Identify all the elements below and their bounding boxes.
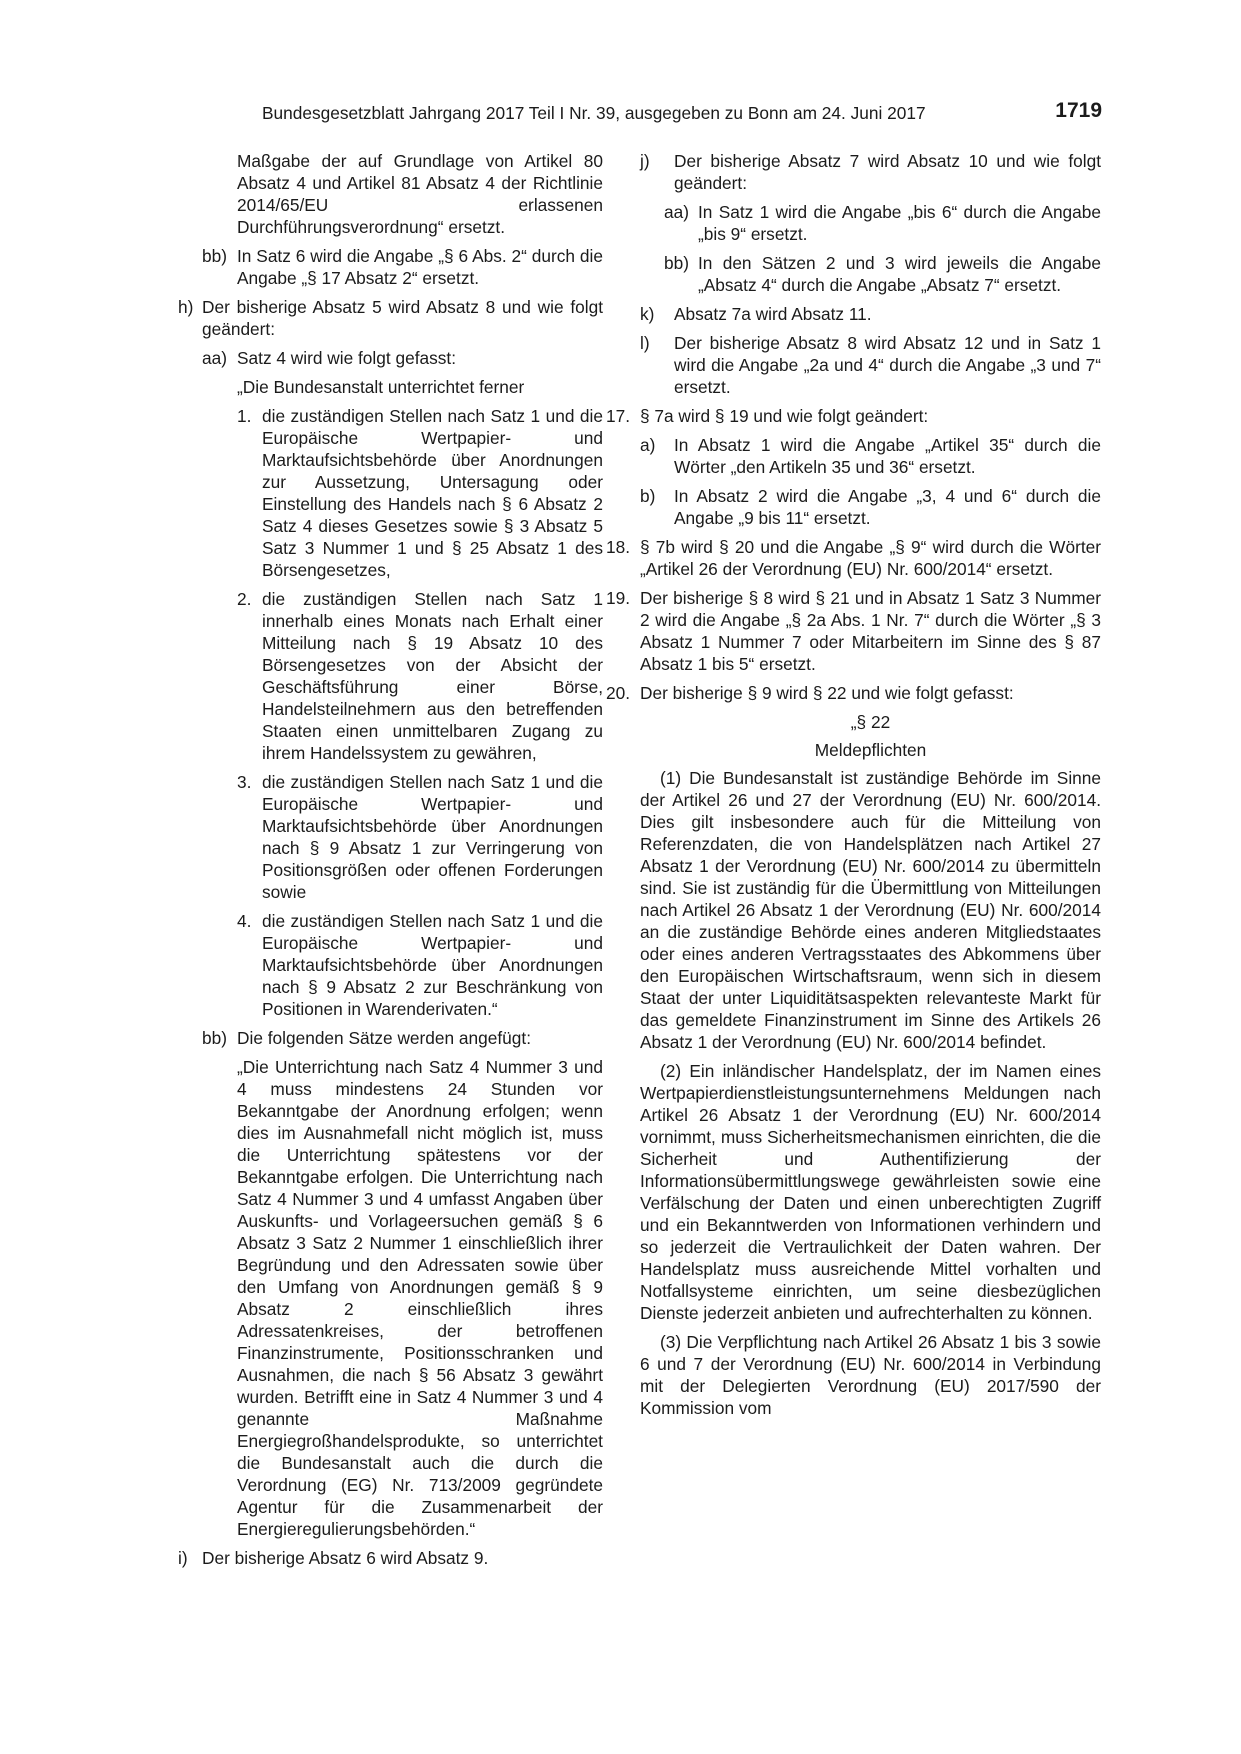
item-text: die zuständigen Stellen nach Satz 1 und die Europäische Wertpapier- und Marktaufsichtsbehörde über Anordnungen nach § 9 Absatz 2 zur Beschränkung von Positionen in Warenderivaten.“ <box>262 911 603 1019</box>
item-label: 18. <box>606 537 631 557</box>
paragraph-2: (2) Ein inländischer Handelsplatz, der im Namen eines Wertpapierdienstleistungsunternehmens Meldungen nach Artikel 26 Absatz 1 der Verordnung (EU) Nr. 600/2014 vornimmt, muss Sicherheitsmechanismen einrichten, die die Sicherheit und Authentifizierung der Informationsübermittlungswege gewährleisten sowie eine Verfälschung der Daten und einen unberechtigten Zugriff und ein Bekanntwerden von Informationen verhindern und so jederzeit die Vertraulichkeit der Daten wahren. Der Handelsplatz muss ausreichende Mittel vorhalten und Notfallsysteme einrichten, um seine diesbezüglichen Dienste jederzeit anbieten und aufrechterhalten zu können. <box>640 1061 1101 1323</box>
item-label: a) <box>640 435 656 455</box>
numbered-item-17 <box>606 405 1101 427</box>
item-text: Der bisherige Absatz 8 wird Absatz 12 und in Satz 1 wird die Angabe „2a und 4“ durch die Angabe „3 und 7“ ersetzt. <box>674 333 1101 397</box>
item-label: k) <box>640 304 655 324</box>
running-title: Bundesgesetzblatt Jahrgang 2017 Teil I Nr. 39, ausgegeben zu Bonn am 24. Juni 2017 <box>262 103 926 123</box>
item-label: i) <box>178 1548 188 1568</box>
item-text: In den Sätzen 2 und 3 wird jeweils die Angabe „Absatz 4“ durch die Angabe „Absatz 7“ ersetzt. <box>698 253 1101 295</box>
item-text: In Absatz 2 wird die Angabe „3, 4 und 6“ durch die Angabe „9 bis 11“ ersetzt. <box>674 486 1101 528</box>
item-text: Absatz 7a wird Absatz 11. <box>674 304 872 324</box>
list-item-aa <box>178 347 603 369</box>
numbered-item-4 <box>178 910 603 1020</box>
item-label: l) <box>640 333 650 353</box>
item-label: 4. <box>237 911 252 931</box>
continuation-text: Maßgabe der auf Grundlage von Artikel 80 Absatz 4 und Artikel 81 Absatz 4 der Richtlinie 2014/65/EU erlassenen Durchführungsverordnung“ ersetzt. <box>237 151 603 237</box>
list-item-i <box>178 1547 603 1569</box>
item-label: 1. <box>237 406 252 426</box>
section-number: „§ 22 <box>850 712 891 732</box>
list-item-j <box>640 150 1101 194</box>
item-label: 20. <box>606 683 631 703</box>
numbered-item-1 <box>178 405 603 581</box>
appended-sentences-quote: „Die Unterrichtung nach Satz 4 Nummer 3 und 4 muss mindestens 24 Stunden vor Bekanntgabe der Anordnung erfolgen; wenn dies im Ausnahmefall nicht möglich ist, muss die Unterrichtung spätestens vor der Bekanntgabe erfolgen. Die Unterrichtung nach Satz 4 Nummer 3 und 4 umfasst Angaben über Auskunfts- und Vorlageersuchen gemäß § 6 Absatz 3 Satz 2 Nummer 1 einschließlich ihrer Begründung und den Adressaten sowie über den Umfang von Anordnungen gemäß § 9 Absatz 2 einschließlich ihres Adressatenkreises, der betroffenen Finanzinstrumente, Positionsschranken und Ausnahmen, die nach § 56 Absatz 3 gewährt wurden. Betrifft eine in Satz 4 Nummer 3 und 4 genannte Maßnahme Energiegroßhandelsprodukte, so unterrichtet die Bundesanstalt auch die durch die Verordnung (EG) Nr. 713/2009 gegründete Agentur für die Zusammenarbeit der Energieregulierungsbehörden.“ <box>237 1057 603 1539</box>
list-item-17b <box>640 485 1101 529</box>
list-item-bb <box>178 245 603 289</box>
item-text: In Satz 6 wird die Angabe „§ 6 Abs. 2“ durch die Angabe „§ 17 Absatz 2“ ersetzt. <box>237 246 603 288</box>
item-label: j) <box>640 151 650 171</box>
item-label: bb) <box>202 246 227 266</box>
page-number: 1719 <box>1055 99 1102 122</box>
numbered-item-20 <box>606 682 1101 704</box>
item-text: Der bisherige Absatz 6 wird Absatz 9. <box>202 1548 489 1568</box>
item-text: Die folgenden Sätze werden angefügt: <box>237 1028 531 1048</box>
page-header <box>262 100 1102 126</box>
item-label: b) <box>640 486 656 506</box>
item-label: 2. <box>237 589 252 609</box>
item-label: aa) <box>202 348 227 368</box>
item-label: bb) <box>664 253 689 273</box>
numbered-item-18 <box>606 536 1101 580</box>
list-item-h <box>178 296 603 340</box>
numbered-item-2 <box>178 588 603 764</box>
item-text: Der bisherige Absatz 5 wird Absatz 8 und wie folgt geändert: <box>202 297 603 339</box>
item-label: 19. <box>606 588 631 608</box>
quote-intro: „Die Bundesanstalt unterrichtet ferner <box>237 377 525 397</box>
item-text: In Satz 1 wird die Angabe „bis 6“ durch die Angabe „bis 9“ ersetzt. <box>698 202 1101 244</box>
list-item-l <box>640 332 1101 398</box>
numbered-item-3 <box>178 771 603 903</box>
item-text: die zuständigen Stellen nach Satz 1 innerhalb eines Monats nach Erhalt einer Mitteilung nach § 19 Absatz 10 des Börsengesetzes von der Absicht der Geschäftsführung einer Börse, Handelsteilnehmern aus den betreffenden Staaten einen unmittelbaren Zugang zu ihrem Handelssystem zu gewähren, <box>262 589 603 763</box>
item-text: Der bisherige Absatz 7 wird Absatz 10 und wie folgt geändert: <box>674 151 1101 193</box>
item-text: Der bisherige § 9 wird § 22 und wie folgt gefasst: <box>640 683 1014 703</box>
numbered-item-19 <box>606 587 1101 675</box>
list-item-j-aa <box>640 201 1101 245</box>
item-text: die zuständigen Stellen nach Satz 1 und die Europäische Wertpapier- und Marktaufsichtsbehörde über Anordnungen zur Aussetzung, Untersagung oder Einstellung des Handels nach § 6 Absatz 2 Satz 4 dieses Gesetzes sowie § 3 Absatz 5 Satz 3 Nummer 1 und § 25 Absatz 1 des Börsengesetzes, <box>262 406 603 580</box>
list-item-k <box>640 303 1101 325</box>
item-text: die zuständigen Stellen nach Satz 1 und die Europäische Wertpapier- und Marktaufsichtsbehörde über Anordnungen nach § 9 Absatz 1 zur Verringerung von Positionsgrößen oder offenen Forderungen sowie <box>262 772 603 902</box>
item-text: Der bisherige § 8 wird § 21 und in Absatz 1 Satz 3 Nummer 2 wird die Angabe „§ 2a Abs. 1 Nr. 7“ durch die Wörter „§ 3 Absatz 1 Nummer 7 oder Mitarbeitern im Sinne des § 87 Absatz 1 bis 5“ ersetzt. <box>640 588 1101 674</box>
left-column <box>178 150 603 1576</box>
item-text: § 7a wird § 19 und wie folgt geändert: <box>640 406 929 426</box>
item-label: bb) <box>202 1028 227 1048</box>
list-item-17a <box>640 434 1101 478</box>
item-label: aa) <box>664 202 689 222</box>
item-text: Satz 4 wird wie folgt gefasst: <box>237 348 456 368</box>
paragraph-1: (1) Die Bundesanstalt ist zuständige Behörde im Sinne der Artikel 26 und 27 der Verordnung (EU) Nr. 600/2014. Dies gilt insbesondere auch für die Mitteilung von Referenzdaten, die von Handelsplätzen nach Artikel 27 Absatz 1 der Verordnung (EU) Nr. 600/2014 zu übermitteln sind. Sie ist zuständig für die Übermittlung von Mitteilungen nach Artikel 26 Absatz 1 der Verordnung (EU) Nr. 600/2014 an die zuständige Behörde eines anderen Mitgliedstaates oder eines anderen Vertragsstaates des Abkommens über den Europäischen Wirtschaftsraum, wenn sich in diesem Staat der unter Liquiditätsaspekten relevanteste Markt für das gemeldete Finanzinstrument im Sinne des Artikels 26 Absatz 1 der Verordnung (EU) Nr. 600/2014 befindet. <box>640 768 1101 1052</box>
list-item-j-bb <box>640 252 1101 296</box>
item-label: 17. <box>606 406 631 426</box>
right-column <box>606 150 1101 1426</box>
section-title: Meldepflichten <box>814 740 927 760</box>
item-label: h) <box>178 297 194 317</box>
paragraph-3: (3) Die Verpflichtung nach Artikel 26 Absatz 1 bis 3 sowie 6 und 7 der Verordnung (EU) Nr. 600/2014 in Verbindung mit der Delegierten Verordnung (EU) 2017/590 der Kommission vom <box>640 1332 1101 1418</box>
item-label: 3. <box>237 772 252 792</box>
item-text: In Absatz 1 wird die Angabe „Artikel 35“ durch die Wörter „den Artikeln 35 und 36“ ersetzt. <box>674 435 1101 477</box>
item-text: § 7b wird § 20 und die Angabe „§ 9“ wird durch die Wörter „Artikel 26 der Verordnung (EU) Nr. 600/2014“ ersetzt. <box>640 537 1101 579</box>
list-item-bb-2 <box>178 1027 603 1049</box>
